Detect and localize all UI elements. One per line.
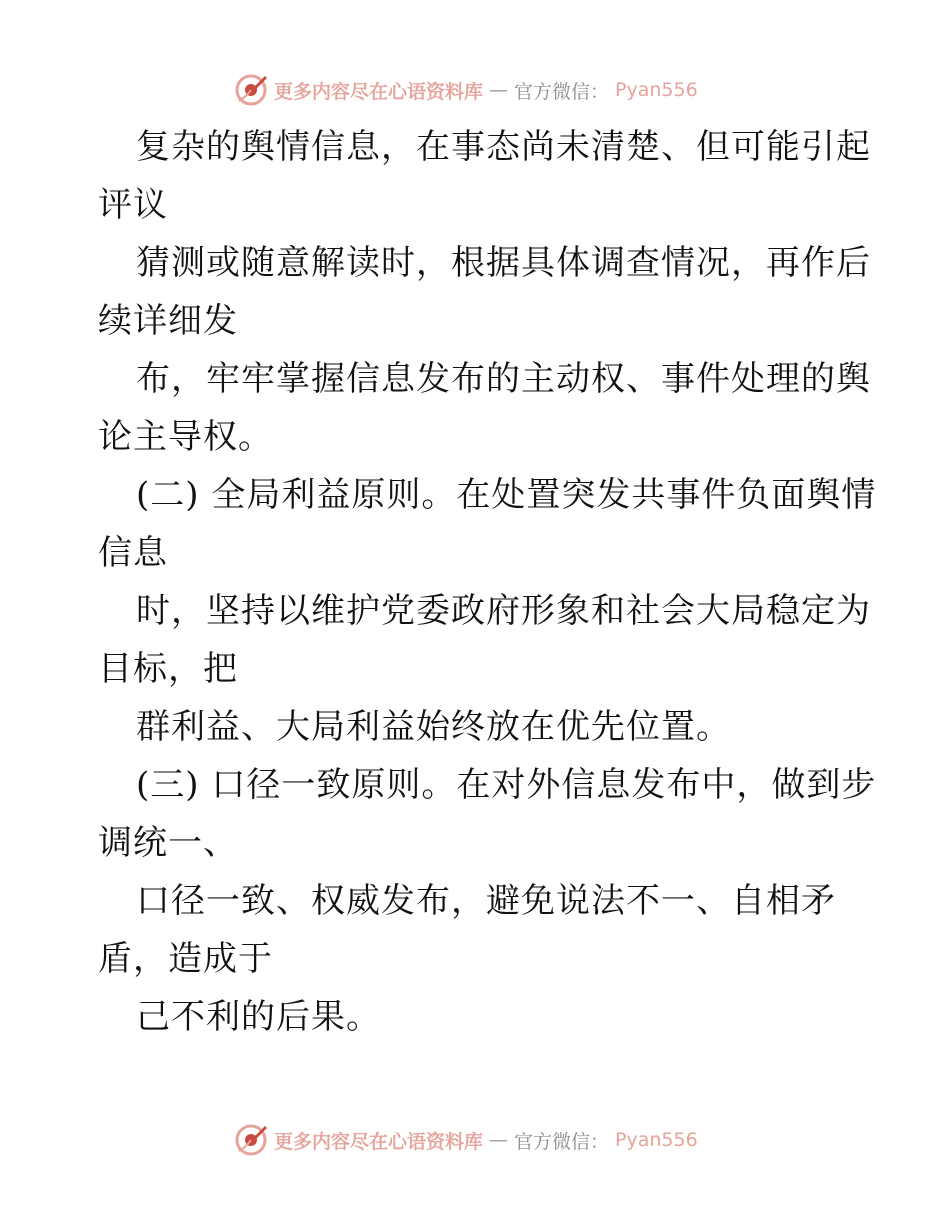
text-line: 论主导权。 xyxy=(98,417,273,457)
text-line: 信息 xyxy=(98,533,168,573)
pen-logo-icon xyxy=(234,1123,268,1157)
header-wechat-account: Pyan556 xyxy=(615,79,698,101)
text-line: 口径一致、权威发布，避免说法不一、自相矛 xyxy=(136,881,836,921)
text-line: 时，坚持以维护党委政府形象和社会大局稳定为 xyxy=(136,591,871,631)
pen-logo-icon xyxy=(234,73,268,107)
text-line: 续详细发 xyxy=(98,301,238,341)
document-body xyxy=(98,118,877,1046)
header-banner-title: 更多内容尽在心语资料库 xyxy=(274,80,484,103)
footer-banner-title: 更多内容尽在心语资料库 xyxy=(274,1130,484,1153)
text-line: 猜测或随意解读时，根据具体调查情况，再作后 xyxy=(136,243,871,283)
text-line: 调统一、 xyxy=(98,823,238,863)
header-banner xyxy=(234,72,698,108)
text-line: 盾，造成于 xyxy=(98,939,273,979)
text-line: 己不利的后果。 xyxy=(136,997,381,1037)
text-line: (二) 全局利益原则。在处置突发共事件负面舆情 xyxy=(136,475,877,515)
header-wechat-label: 官方微信： xyxy=(514,80,610,103)
text-line: 评议 xyxy=(98,185,168,225)
text-line: 目标，把 xyxy=(98,649,238,689)
footer-wechat-account: Pyan556 xyxy=(615,1129,698,1151)
footer-wechat-label: 官方微信： xyxy=(514,1130,610,1153)
footer-banner-separator: — xyxy=(489,1129,509,1151)
footer-banner xyxy=(234,1122,698,1158)
header-banner-separator: — xyxy=(489,79,509,101)
text-line: 复杂的舆情信息，在事态尚未清楚、但可能引起 xyxy=(136,127,871,167)
text-line: (三) 口径一致原则。在对外信息发布中，做到步 xyxy=(136,765,877,805)
text-line: 布，牢牢掌握信息发布的主动权、事件处理的舆 xyxy=(136,359,871,399)
text-line: 群利益、大局利益始终放在优先位置。 xyxy=(136,707,731,747)
